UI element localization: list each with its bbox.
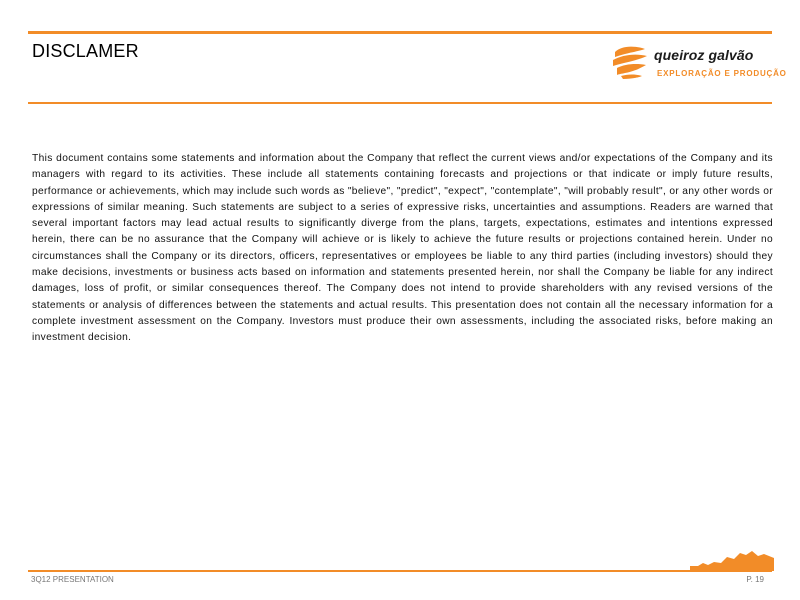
footer-divider: [28, 570, 772, 572]
footer-presentation-label: 3Q12 PRESENTATION: [31, 575, 114, 584]
company-logo: [611, 43, 787, 83]
wave-decoration: [690, 545, 774, 571]
orange-swirl-icon: [611, 43, 649, 81]
logo-brand-name: queiroz galvão: [654, 47, 754, 63]
page-number: P. 19: [746, 575, 764, 584]
logo-subtitle: EXPLORAÇÃO E PRODUÇÃO: [657, 69, 787, 78]
page-title: DISCLAMER: [32, 41, 139, 61]
header-divider: [28, 102, 772, 104]
top-divider: [28, 31, 772, 34]
disclaimer-paragraph: This document contains some statements and information about the Company that reflect the current views and/or expectations of the Company and its managers with regard to its activities. These include all statements containing forecasts and projections or that indicate or imply future results, performance or achievements, which may include such words as "believe", "predict", "expect", "contemplate", "will probably result", or any other words or expressions of similar meaning. Such statements are subject to a series of expressive risks, uncertainties and assumptions. Readers are warned that several important factors may lead actual results to significantly diverge from the plans, targets, expectations, estimates and intentions expressed herein, there can be no assurance that the Company will achieve or is likely to achieve the future results or projections contained herein. Under no circumstances shall the Company or its directors, officers, representatives or employees be liable to any third parties (including investors) should they make decisions, investments or business acts based on information and statements presented herein, nor shall the Company be liable for any indirect damages, loss of profit, or similar consequences thereof. The Company does not intend to provide shareholders with any revised versions of the statements or analysis of differences between the statements and actual results. This presentation does not contain all the necessary information for a complete investment assessment on the Company. Investors must produce their own assessments, including the associated risks, before making an investment decision.: [32, 153, 773, 344]
